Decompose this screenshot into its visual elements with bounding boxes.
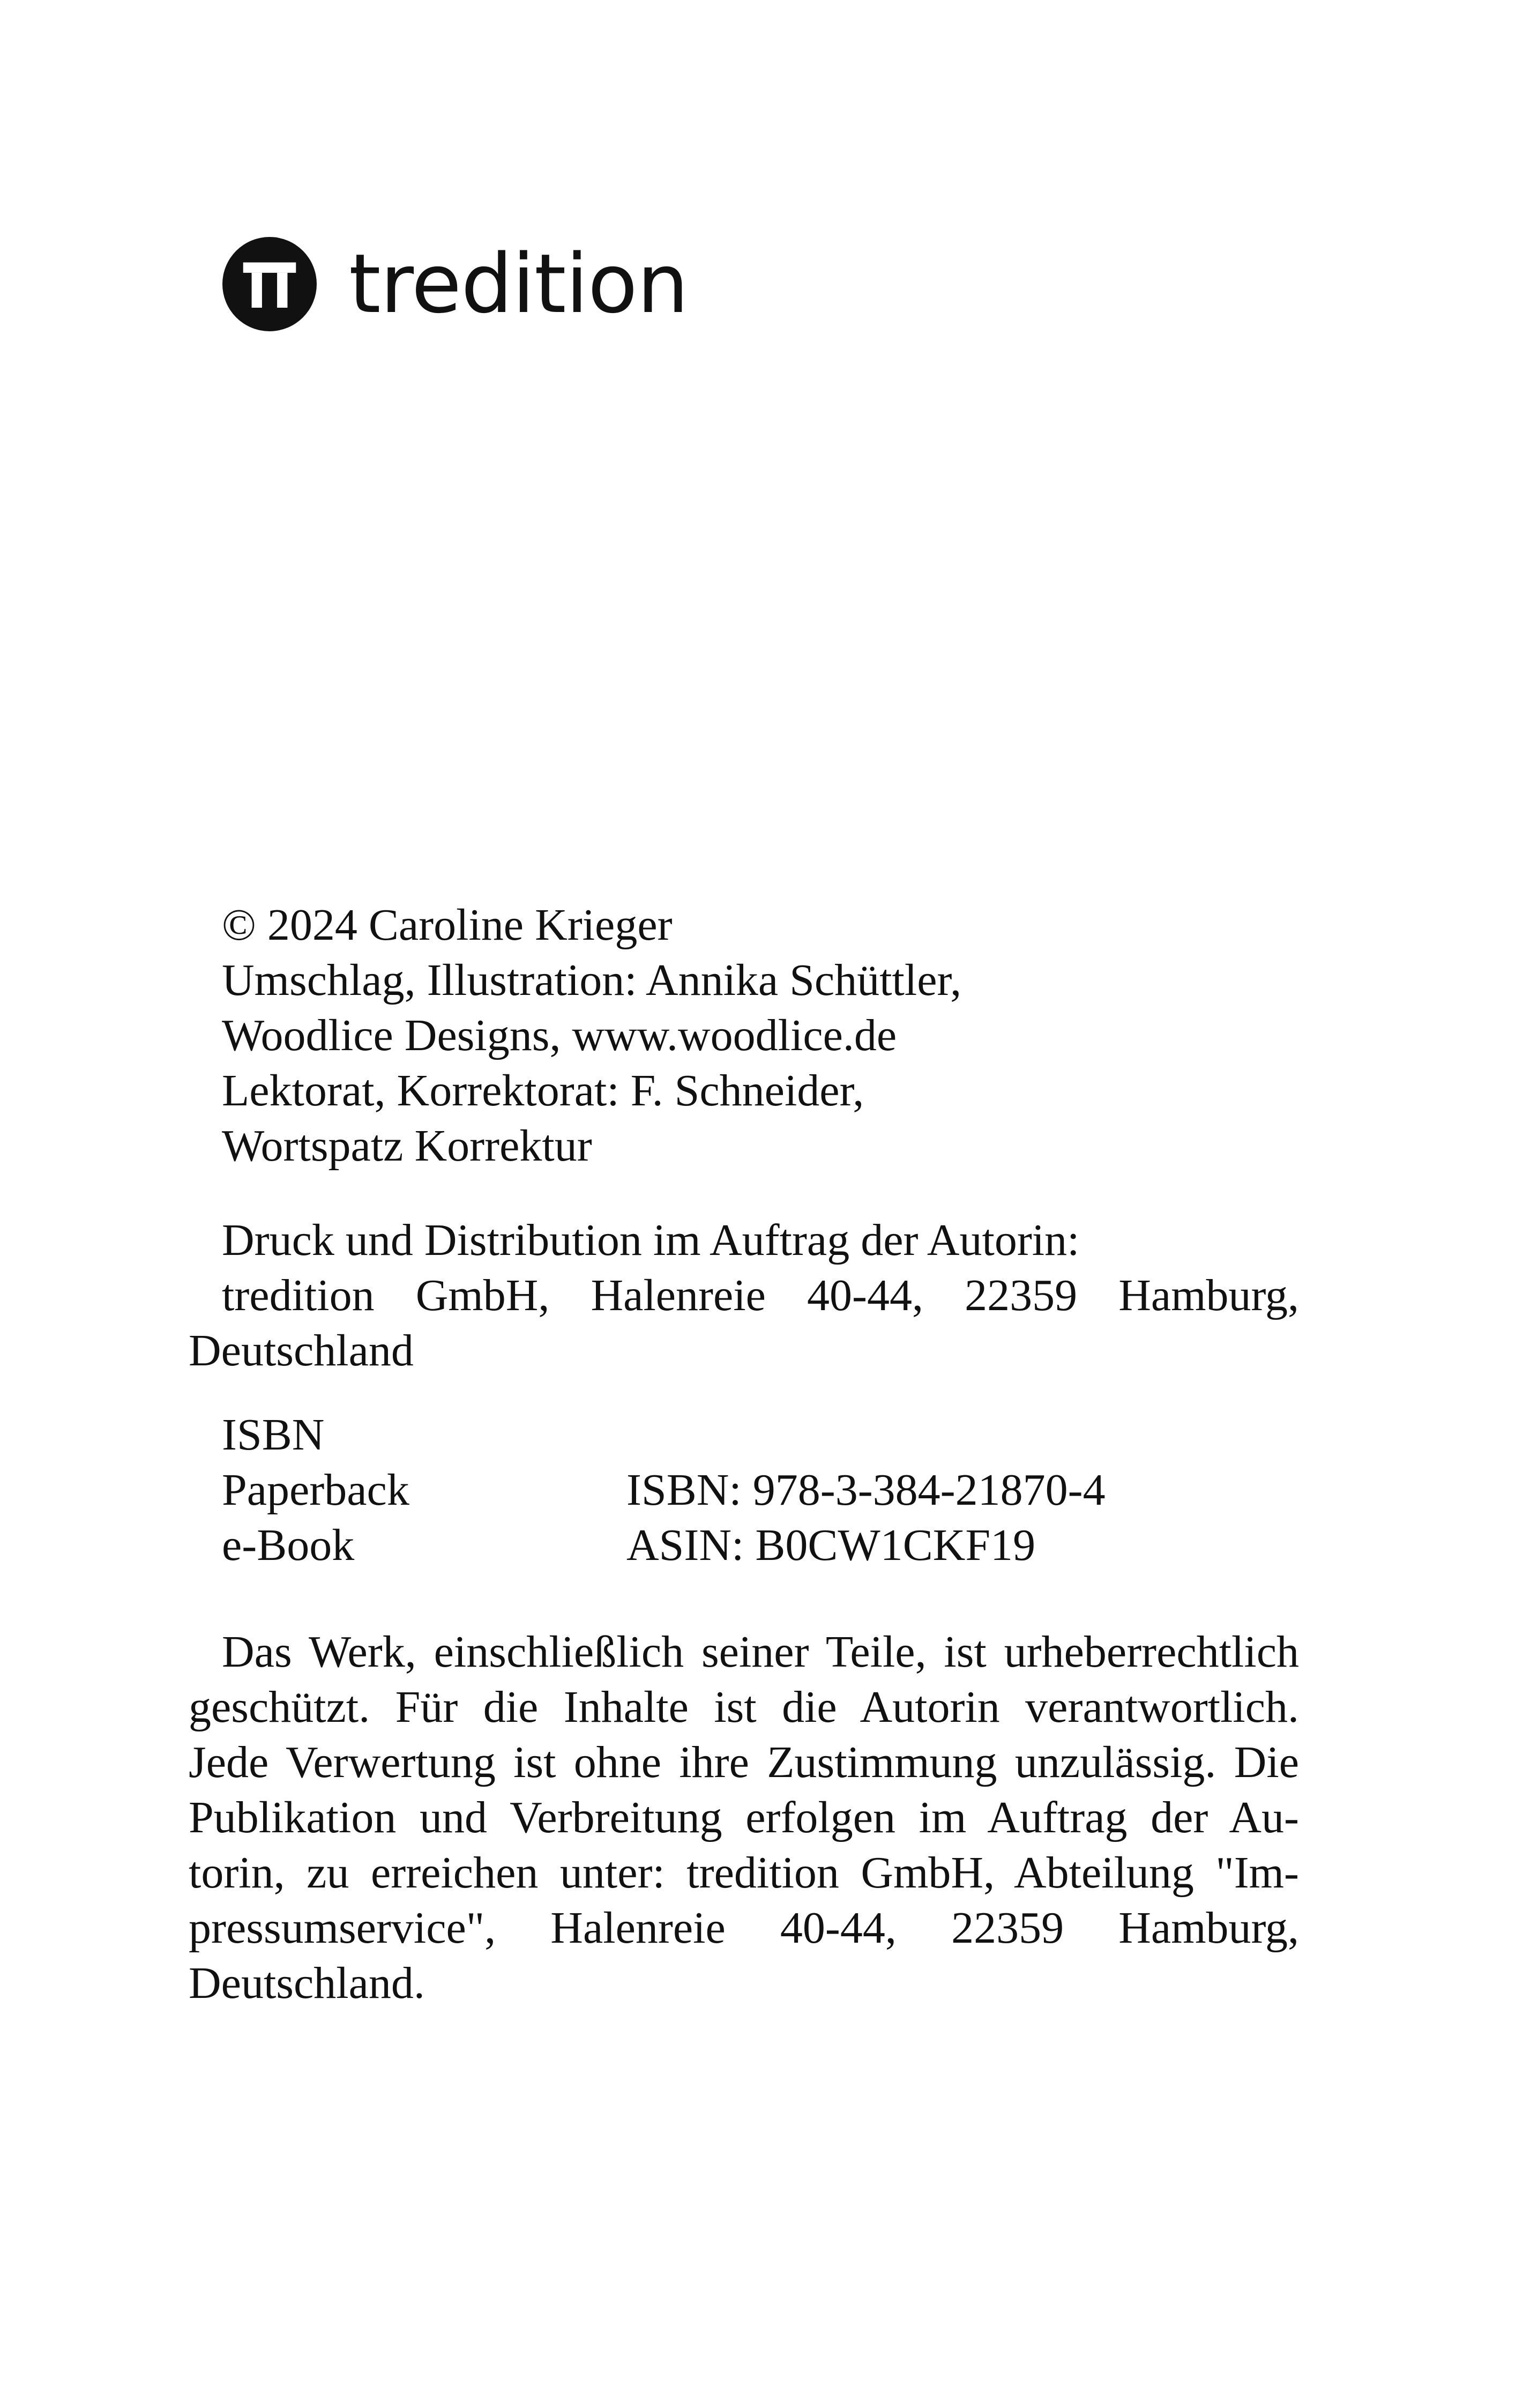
cover-credit-line: Woodlice Designs, www.woodlice.de [222,1010,897,1060]
isbn-block [189,1407,1299,1573]
isbn-row [189,1462,1299,1518]
rights-line: pressumservice", Halenreie 40-44, 22359 Hamburg, [189,1903,1299,1953]
printing-line: tredition GmbH, Halenreie 40-44, 22359 Hamburg, [222,1270,1299,1320]
printing-line: Druck und Distribution im Auftrag der Autorin: [222,1215,1080,1265]
isbn-code: ISBN: 978-3-384-21870-4 [626,1465,1106,1515]
copyright-line: © 2024 Caroline Krieger [222,900,673,950]
isbn-format: Paperback [222,1465,409,1515]
tredition-logo-icon [222,237,317,331]
isbn-code: ASIN: B0CW1CKF19 [626,1520,1036,1570]
printing-line: Deutschland [189,1326,414,1376]
isbn-format: e-Book [222,1520,355,1570]
rights-line: torin, zu erreichen unter: tredition GmbH, Abteilung "Im- [189,1848,1299,1898]
cover-credit-line: Umschlag, Illustration: Annika Schüttler, [222,955,962,1005]
printing-block [189,1213,1299,1378]
editing-credit-line: Wortspatz Korrektur [222,1121,592,1171]
rights-line: Jede Verwertung ist ohne ihre Zustimmung unzulässig. Die [189,1737,1299,1787]
publisher-logo [222,236,688,332]
rights-line: Publikation und Verbreitung erfolgen im Auftrag der Au- [189,1793,1299,1842]
logo-wordmark: tredition [349,236,689,331]
rights-line: geschützt. Für die Inhalte ist die Autorin verantwortlich. [189,1682,1299,1732]
rights-line: Deutschland. [189,1958,425,2008]
editing-credit-line: Lektorat, Korrektorat: F. Schneider, [222,1066,864,1116]
isbn-heading: ISBN [222,1410,325,1460]
rights-line: Das Werk, einschließlich seiner Teile, ist urheberrechtlich [222,1627,1299,1677]
rights-block [189,1624,1299,2011]
isbn-row [189,1518,1299,1573]
copyright-block [189,897,1299,1173]
